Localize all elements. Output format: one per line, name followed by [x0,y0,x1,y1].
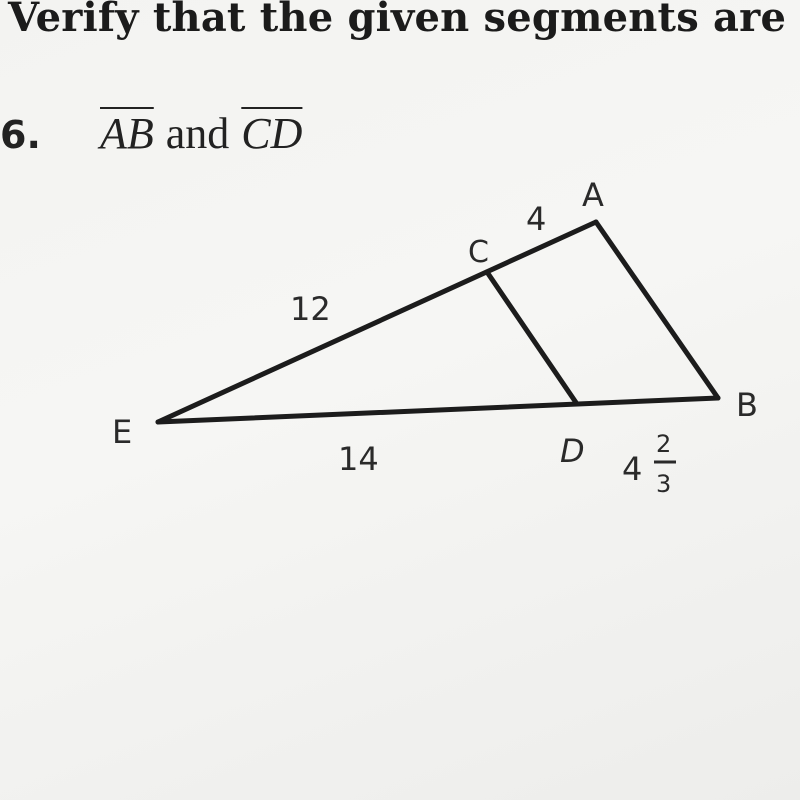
segment-ab-label: $\overline{AB}$ [100,109,154,158]
length-ec-label: 12 [290,290,331,328]
point-a-label: A [582,176,604,214]
point-e-label: E [112,413,133,451]
point-c-label: C [468,235,489,270]
length-db-denominator: 3 [656,470,672,498]
segment-cd [487,272,577,404]
point-b-label: B [736,386,758,424]
instruction-text: Verify that the given segments are [8,0,787,41]
point-d-label: D [560,432,585,470]
segment-ea [158,222,596,422]
length-ca-label: 4 [526,200,547,238]
length-db-numerator: 2 [656,430,672,458]
segment-cd-label: $\overline{CD}$ [241,109,303,158]
segment-eb [158,398,718,422]
problem-connector: and [165,109,230,158]
length-db-whole: 4 [622,450,643,488]
length-ed-label: 14 [338,440,379,478]
problem-number: 6. [0,113,41,157]
segment-ab [596,222,718,398]
